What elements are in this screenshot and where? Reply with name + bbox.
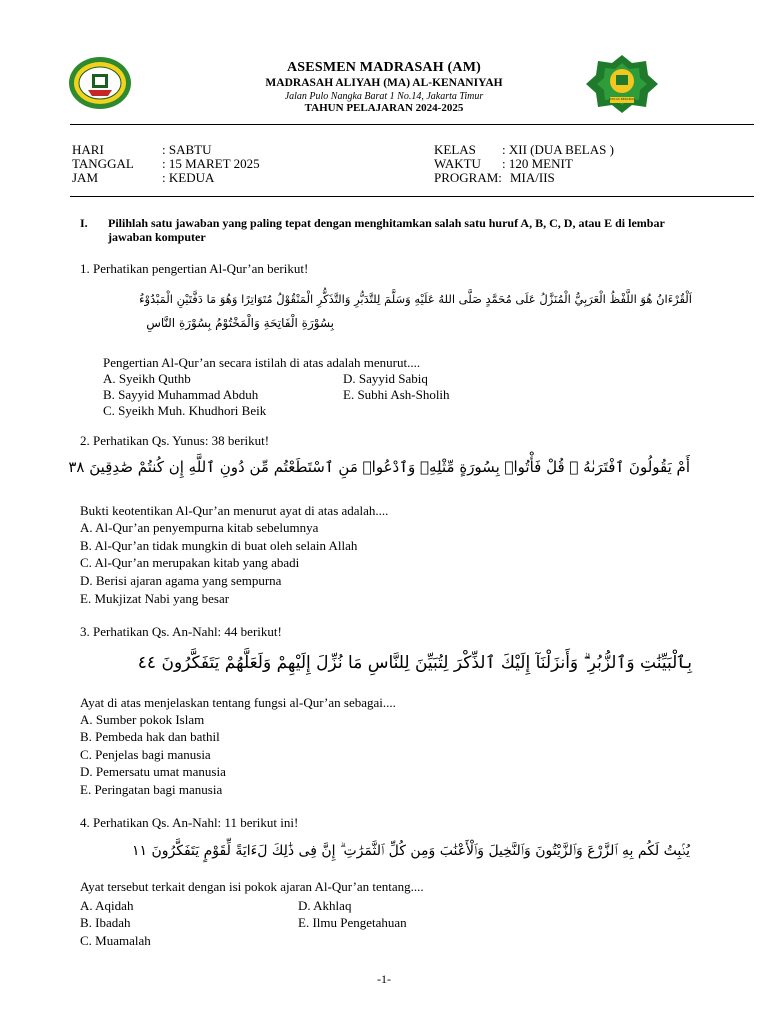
q1-arabic-line1: اَلْقُرْءَانُ هُوَ اللَّفْظُ الْعَرَبِيُّ الْمُنَزَّلُ عَلَى مُحَمَّدٍ صَلَّى اللهُ عَلَيْهِ وَسَلَّمَ لِلتَّدَبُّرِ وَالتَّذَكُّرِ الْمَنْقُوْلُ مُتَوَاتِرًا وَهُوَ مَا دَفَّتَيْنِ الْمَبْدُوْءُ bbox=[139, 292, 692, 306]
q3-option-a[interactable]: A. Sumber pokok Islam bbox=[80, 712, 205, 727]
q3-option-c[interactable]: C. Penjelas bagi manusia bbox=[80, 747, 211, 762]
q3-option-d[interactable]: D. Pemersatu umat manusia bbox=[80, 764, 226, 779]
q2-question: Bukti keotentikan Al-Qur’an menurut ayat di atas adalah.... bbox=[80, 503, 389, 518]
q4-option-c[interactable]: C. Muamalah bbox=[80, 933, 151, 948]
q4-option-e[interactable]: E. Ilmu Pengetahuan bbox=[298, 915, 407, 930]
value-hari: : SABTU bbox=[162, 142, 212, 157]
q4-option-a[interactable]: A. Aqidah bbox=[80, 898, 134, 913]
q1-prompt: 1. Perhatikan pengertian Al-Qur’an berikut! bbox=[80, 261, 309, 276]
q4-arabic: يُنۢبِتُ لَكُم بِهِ ٱلزَّرْعَ وَٱلزَّيْتُونَ وَٱلنَّخِيلَ وَٱلْأَعْنَٰبَ وَمِن كُلِّ ٱلثَّمَرَٰتِ ۗ إِنَّ فِى ذَٰلِكَ لَءَايَةً لِّقَوْمٍ يَتَفَكَّرُونَ ١١ bbox=[131, 843, 690, 859]
section-instruction: Pilihlah satu jawaban yang paling tepat dengan menghitamkan salah satu huruf A, B, C, D, atau E di lembar jawaban komputer bbox=[108, 216, 665, 244]
q1-option-a[interactable]: A. Syeikh Quthb bbox=[103, 371, 191, 386]
q1-arabic-line2: بِسُوْرَةِ الْفَاتِحَةِ وَالْمَخْتُوْمُ بِسُوْرَةِ النَّاسِ bbox=[146, 316, 334, 330]
value-jam: : KEDUA bbox=[162, 170, 215, 185]
q2-option-b[interactable]: B. Al-Qur’an tidak mungkin di buat oleh selain Allah bbox=[80, 538, 358, 553]
q1-option-b[interactable]: B. Sayyid Muhammad Abduh bbox=[103, 387, 259, 402]
section-number: I. bbox=[80, 216, 88, 230]
q3-option-b[interactable]: B. Pembeda hak dan bathil bbox=[80, 729, 220, 744]
q2-option-c[interactable]: C. Al-Qur’an merupakan kitab yang abadi bbox=[80, 555, 300, 570]
q2-option-a[interactable]: A. Al-Qur’an penyempurna kitab sebelumnya bbox=[80, 520, 319, 535]
q3-question: Ayat di atas menjelaskan tentang fungsi al-Qur’an sebagai.... bbox=[80, 695, 396, 710]
label-kelas: KELAS bbox=[434, 142, 476, 157]
value-tanggal: : 15 MARET 2025 bbox=[162, 156, 260, 171]
label-tanggal: TANGGAL bbox=[72, 156, 134, 171]
q4-option-d[interactable]: D. Akhlaq bbox=[298, 898, 352, 913]
q2-arabic: أَمْ يَقُولُونَ ٱفْتَرَىٰهُ ۖ قُلْ فَأْتُوا۟ بِسُورَةٍ مِّثْلِهِۦ وَٱدْعُوا۟ مَنِ ٱسْتَطَعْتُم مِّن دُونِ ٱللَّهِ إِن كُنتُمْ صَٰدِقِينَ ٣٨ bbox=[68, 458, 690, 476]
header-divider-top bbox=[70, 124, 754, 125]
academic-year: TAHUN PELAJARAN 2024-2025 bbox=[304, 102, 464, 114]
value-kelas: : XII (DUA BELAS ) bbox=[502, 142, 614, 157]
q1-option-e[interactable]: E. Subhi Ash-Sholih bbox=[343, 387, 450, 402]
q3-option-e[interactable]: E. Peringatan bagi manusia bbox=[80, 782, 223, 797]
school-name: MADRASAH ALIYAH (MA) AL-KENANIYAH bbox=[265, 77, 503, 89]
q3-arabic: بِٱلْبَيِّنَٰتِ وَٱلزُّبُرِ ۗ وَأَنزَلْنَآ إِلَيْكَ ٱلذِّكْرَ لِتُبَيِّنَ لِلنَّاسِ مَا نُزِّلَ إِلَيْهِمْ وَلَعَلَّهُمْ يَتَفَكَّرُونَ ٤٤ bbox=[137, 653, 692, 673]
q1-option-c[interactable]: C. Syeikh Muh. Khudhori Beik bbox=[103, 403, 267, 418]
q4-question: Ayat tersebut terkait dengan isi pokok ajaran Al-Qur’an tentang.... bbox=[80, 879, 424, 894]
value-waktu: : 120 MENIT bbox=[502, 156, 573, 171]
logo-motto: IKHLAS BERAMAL bbox=[608, 97, 636, 101]
q4-option-b[interactable]: B. Ibadah bbox=[80, 915, 131, 930]
label-program: PROGRAM: bbox=[434, 170, 502, 185]
page-number: -1- bbox=[377, 972, 391, 986]
q4-prompt: 4. Perhatikan Qs. An-Nahl: 11 berikut ini! bbox=[80, 815, 299, 830]
q1-question: Pengertian Al-Qur’an secara istilah di atas adalah menurut.... bbox=[103, 355, 421, 370]
q2-prompt: 2. Perhatikan Qs. Yunus: 38 berikut! bbox=[80, 433, 270, 448]
label-jam: JAM bbox=[72, 170, 99, 185]
q3-prompt: 3. Perhatikan Qs. An-Nahl: 44 berikut! bbox=[80, 624, 282, 639]
label-hari: HARI bbox=[72, 142, 104, 157]
value-program: MIA/IIS bbox=[510, 170, 555, 185]
q1-option-d[interactable]: D. Sayyid Sabiq bbox=[343, 371, 428, 386]
school-address: Jalan Pulo Nangka Barat 1 No.14, Jakarta Timur bbox=[284, 91, 484, 102]
q2-option-d[interactable]: D. Berisi ajaran agama yang sempurna bbox=[80, 573, 282, 588]
exam-title: ASESMEN MADRASAH (AM) bbox=[287, 60, 481, 75]
label-waktu: WAKTU bbox=[434, 156, 481, 171]
header-divider-bottom bbox=[70, 196, 754, 197]
q2-option-e[interactable]: E. Mukjizat Nabi yang besar bbox=[80, 591, 230, 606]
